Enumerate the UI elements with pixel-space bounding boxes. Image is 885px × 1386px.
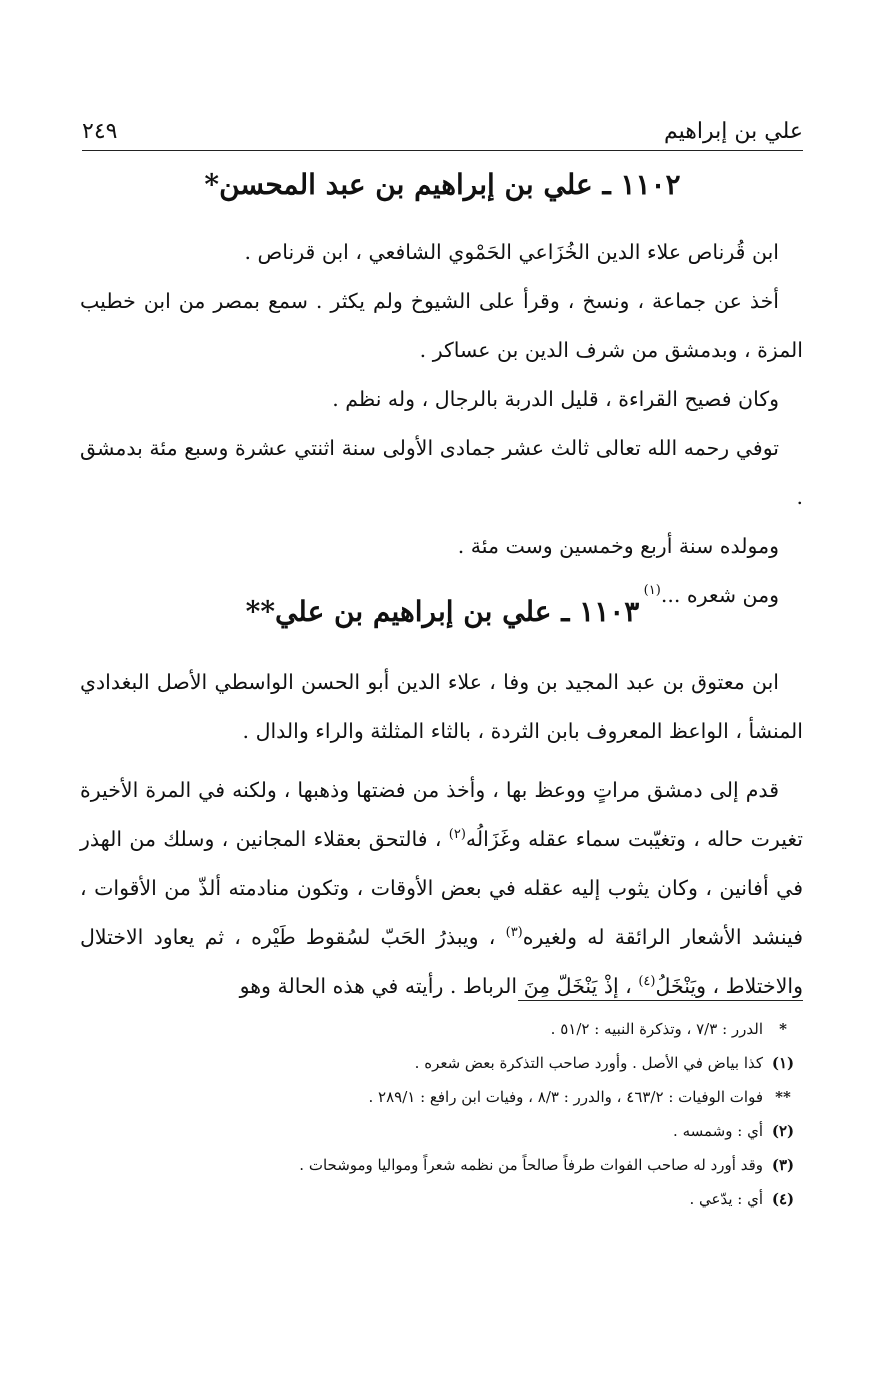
page-number: ٢٤٩ bbox=[82, 119, 118, 144]
entry-paragraph: ابن معتوق بن عبد المجيد بن وفا ، علاء الدين أبو الحسن الواسطي الأصل البغدادي المنشأ ، الواعظ المعروف بابن الثردة ، بالثاء المثلثة والراء والدال . bbox=[80, 670, 803, 743]
text-segment: ، إذْ يَنْخَلّ مِنَ الرباط . رأيته في هذه الحالة وهو bbox=[239, 974, 639, 998]
verse-intro: ومن شعره ... bbox=[660, 583, 779, 607]
running-title: علي بن إبراهيم bbox=[664, 119, 803, 144]
entry-paragraph: توفي رحمه الله تعالى ثالث عشر جمادى الأولى سنة اثنتي عشرة وسبع مئة بدمشق . bbox=[80, 436, 803, 509]
entry-paragraph: ومولده سنة أربع وخمسين وست مئة . bbox=[457, 534, 779, 558]
footnote-mark: (١) bbox=[771, 1054, 795, 1072]
footnote bbox=[82, 1046, 803, 1080]
footnote-text: كذا بياض في الأصل . وأورد صاحب التذكرة بعض شعره . bbox=[414, 1054, 763, 1072]
footnote-ref: (٤) bbox=[638, 974, 656, 990]
footnote bbox=[82, 1114, 803, 1148]
running-header bbox=[82, 112, 803, 151]
entry-paragraph bbox=[80, 766, 803, 1011]
entry-paragraph: وكان فصيح القراءة ، قليل الدربة بالرجال ، وله نظم . bbox=[332, 387, 779, 411]
footnote-mark: (٣) bbox=[771, 1156, 795, 1174]
entry-paragraph: أخذ عن جماعة ، ونسخ ، وقرأ على الشيوخ ولم يكثر . سمع بمصر من ابن خطيب المزة ، وبدمشق من شرف الدين بن عساكر . bbox=[80, 289, 803, 362]
footnote-divider bbox=[518, 1000, 803, 1001]
entry-paragraph: ابن قُرناص علاء الدين الخُزَاعي الحَمْوي الشافعي ، ابن قرناص . bbox=[244, 240, 779, 264]
text-segment: قدم إلى دمشق مراتٍ ووعظ بها ، وأخذ من فضتها وذهبها ، ولكنه في المرة الأخيرة تغيرت حاله ، وتغيّبت سماء عقله وغَزَالُه bbox=[80, 778, 803, 851]
entry-body-1102 bbox=[80, 228, 803, 620]
footnote-mark: * bbox=[779, 1020, 787, 1038]
entry-body-1103 bbox=[80, 658, 803, 1011]
footnote-text: أي : يدّعي . bbox=[689, 1190, 763, 1208]
footnote bbox=[82, 1012, 803, 1046]
footnote-text: الدرر : ٧/٣ ، وتذكرة النبيه : ٥١/٢ . bbox=[550, 1020, 763, 1038]
footnote-ref: (٣) bbox=[505, 925, 523, 941]
footnote bbox=[82, 1182, 803, 1216]
footnotes bbox=[82, 1012, 803, 1216]
footnote-text: وقد أورد له صاحب الفوات طرفاً صالحاً من نظمه شعراً ومواليا وموشحات . bbox=[299, 1156, 763, 1174]
footnote-mark: ** bbox=[775, 1088, 791, 1106]
footnote-mark: (٤) bbox=[771, 1190, 795, 1208]
text-segment: ، ويبذرُ الحَبّ لسُقوط طَيْره ، ثم يعاود الاختلال والاختلاط ، ويَنْخَلُ bbox=[80, 925, 803, 998]
entry-title-1103: ١١٠٣ ـ علي بن إبراهيم بن علي** bbox=[245, 595, 640, 628]
footnote-text: فوات الوفيات : ٤٦٣/٢ ، والدرر : ٨/٣ ، وفيات ابن رافع : ٢٨٩/١ . bbox=[368, 1088, 763, 1106]
footnote-mark: (٢) bbox=[771, 1122, 795, 1140]
footnote bbox=[82, 1080, 803, 1114]
footnote-ref: (٢) bbox=[448, 827, 466, 843]
footnote-ref: (١) bbox=[643, 583, 661, 599]
text-segment: ، فالتحق بعقلاء المجانين ، وسلك من الهذر في أفانين ، وكان يثوب إليه عقله في بعض الأوقات ، وتكون منادمته ألذّ من الأقوات ، فينشد الأشعار الرائقة له ولغيره bbox=[80, 827, 803, 949]
entry-title-1102: ١١٠٢ ـ علي بن إبراهيم بن عبد المحسن* bbox=[204, 168, 681, 201]
footnote-text: أي : وشمسه . bbox=[673, 1122, 763, 1140]
footnote bbox=[82, 1148, 803, 1182]
